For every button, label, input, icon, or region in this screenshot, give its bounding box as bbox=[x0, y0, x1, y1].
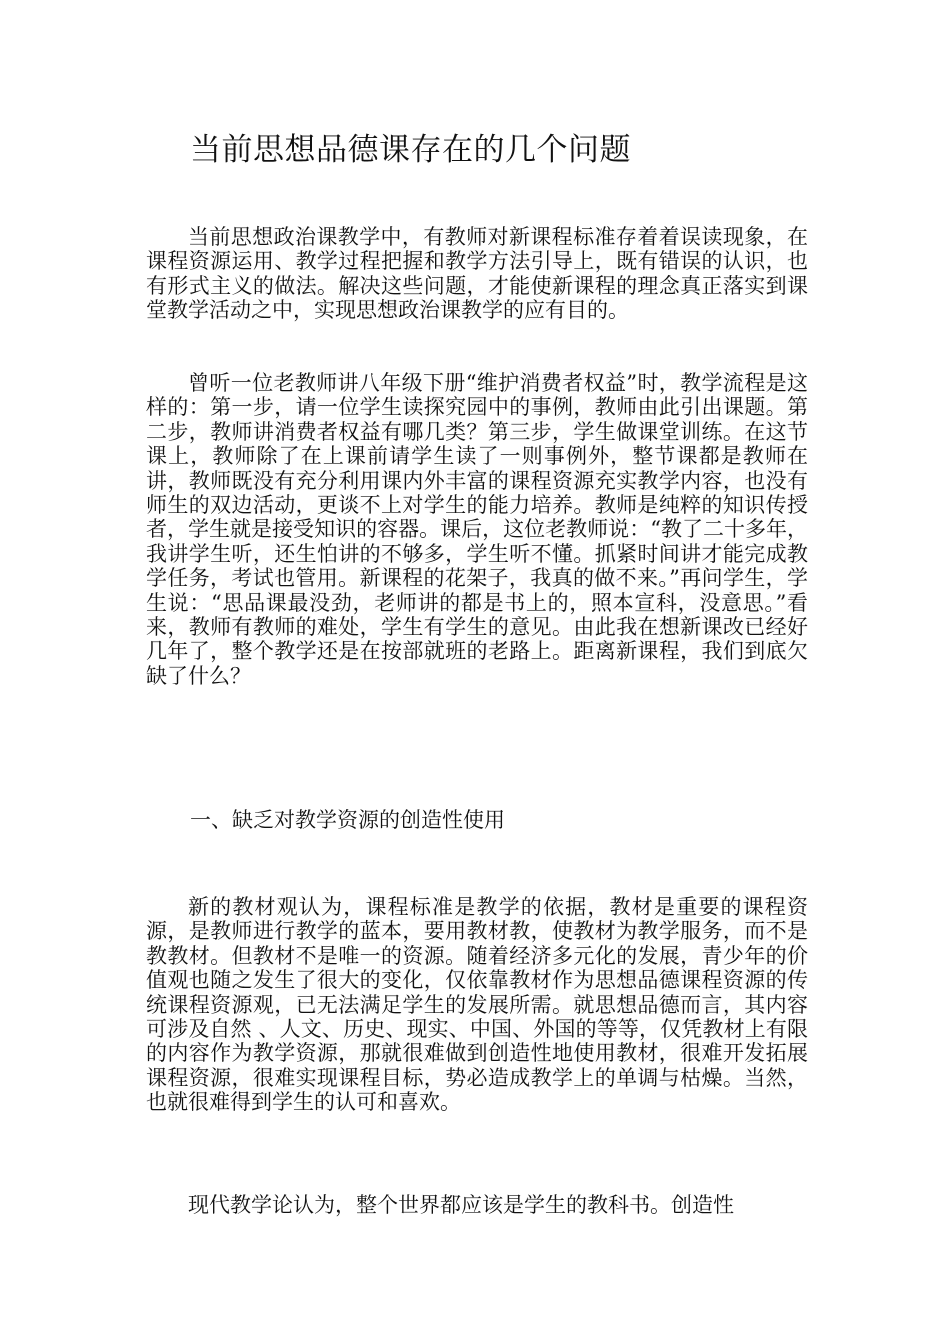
paragraph-lesson-example: 曾听一位老教师讲八年级下册“维护消费者权益”时，教学流程是这样的：第一步，请一位学生读探究园中的事例，教师由此引出课题。第二步，教师讲消费者权益有哪几类？第三步，学生做课堂训练。在这节课上，教师除了在上课前请学生读了一则事例外，整节课都是教师在讲，教师既没有充分利用课内外丰富的课程资源充实教学内容，也没有师生的双边活动，更谈不上对学生的能力培养。教师是纯粹的知识传授者，学生就是接受知识的容器。课后，这位老教师说：“教了二十多年，我讲学生听，还生怕讲的不够多，学生听不懂。抓紧时间讲才能完成教学任务，考试也管用。新课程的花架子，我真的做不来。”再问学生，学生说：“思品课最没劲，老师讲的都是书上的，照本宣科，没意思。”看来，教师有教师的难处，学生有学生的意见。由此我在想新课改已经好几年了，整个教学还是在按部就班的老路上。距离新课程，我们到底欠缺了什么？ bbox=[146, 371, 808, 688]
paragraph-textbook-view: 新的教材观认为，课程标准是教学的依据，教材是重要的课程资源，是教师进行教学的蓝本，要用教材教，使教材为教学服务，而不是教教材。但教材不是唯一的资源。随着经济多元化的发展，青少年的价值观也随之发生了很大的变化，仅依靠教材作为思想品德课程资源的传统课程资源观，已无法满足学生的发展所需。就思想品德而言，其内容可涉及自然 、人文、历史、现实、中国、外国的等等，仅凭教材上有限的内容作为教学资源，那就很难做到创造性地使用教材，很难开发拓展课程资源，很难实现课程目标，势必造成教学上的单调与枯燥。当然，也就很难得到学生的认可和喜欢。 bbox=[146, 895, 808, 1115]
paragraph-modern-theory: 现代教学论认为，整个世界都应该是学生的教科书。创造性 bbox=[188, 1193, 734, 1217]
document-title: 当前思想品德课存在的几个问题 bbox=[190, 132, 631, 168]
paragraph-intro: 当前思想政治课教学中，有教师对新课程标准存着着误读现象，在课程资源运用、教学过程把握和教学方法引导上，既有错误的认识，也有形式主义的做法。解决这些问题，才能使新课程的理念真正落实到课堂教学活动之中，实现思想政治课教学的应有目的。 bbox=[146, 225, 808, 323]
section-heading: 一、缺乏对教学资源的创造性使用 bbox=[190, 808, 505, 832]
